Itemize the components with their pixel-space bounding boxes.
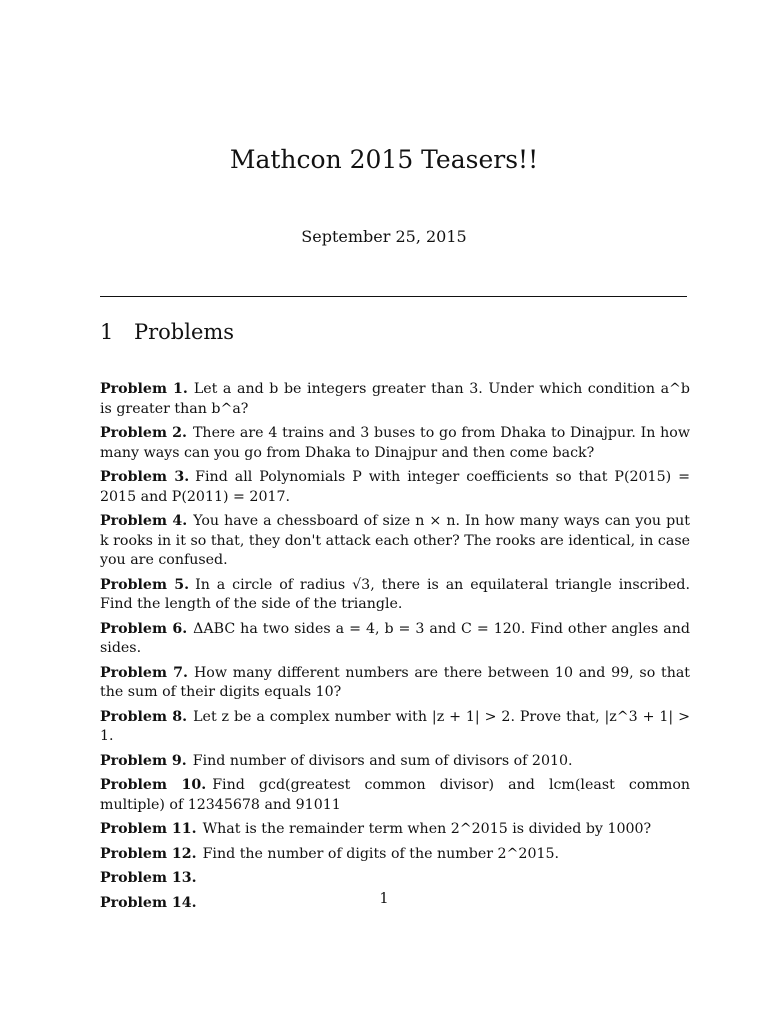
problem-text: There are 4 trains and 3 buses to go from Dhaka to Dinajpur. In how many ways can you go from Dhaka to Dinajpur and then come back? (100, 425, 690, 461)
document-date: September 25, 2015 (301, 227, 467, 246)
problem-label: Problem 2. (100, 425, 187, 441)
problem-3 (100, 468, 690, 507)
problem-text: ΔABC ha two sides a = 4, b = 3 and C = 120. Find other angles and sides. (100, 620, 690, 656)
problem-label: Problem 10. (100, 777, 207, 793)
problem-5 (100, 576, 690, 615)
problem-4 (100, 512, 690, 571)
problem-label: Problem 4. (100, 513, 188, 529)
problem-text: Find the number of digits of the number 2^2015. (202, 845, 560, 862)
problem-text: What is the remainder term when 2^2015 is divided by 1000? (202, 821, 652, 837)
problem-text: Find all Polynomials P with integer coefficients so that P(2015) = 2015 and P(2011) = 2017. (100, 469, 690, 505)
problem-label: Problem 9. (100, 752, 187, 769)
problem-label: Problem 12. (100, 845, 197, 862)
document-title: Mathcon 2015 Teasers!! (229, 145, 539, 174)
section-number: 1 (100, 320, 114, 344)
horizontal-rule (100, 296, 687, 297)
problem-11 (100, 820, 690, 840)
problem-text: Let z be a complex number with |z + 1| > 2. Prove that, |z^3 + 1| > 1. (100, 708, 690, 744)
problem-6 (100, 620, 690, 659)
problem-text: Find number of divisors and sum of divisors of 2010. (192, 752, 573, 769)
section-title: Problems (134, 320, 235, 344)
problem-1 (100, 380, 690, 419)
problem-text: How many different numbers are there between 10 and 99, so that the sum of their digits equals 10? (100, 664, 690, 700)
problem-label: Problem 11. (100, 821, 197, 837)
problem-12 (100, 845, 690, 865)
problem-label: Problem 13. (100, 870, 197, 886)
problem-2 (100, 424, 690, 463)
problem-10 (100, 776, 690, 815)
problem-label: Problem 3. (100, 469, 190, 485)
problem-label: Problem 14. (100, 894, 197, 911)
problem-label: Problem 8. (100, 708, 188, 725)
problem-label: Problem 6. (100, 620, 188, 637)
problem-text: In a circle of radius √3, there is an equilateral triangle inscribed. Find the length of the side of the triangle. (100, 576, 690, 612)
problem-label: Problem 7. (100, 664, 188, 681)
problem-text: You have a chessboard of size n × n. In how many ways can you put k rooks in it so that, they don't attack each other? The rooks are identical, in case you are confused. (100, 513, 690, 568)
problem-7 (100, 664, 690, 703)
section-heading (100, 318, 234, 346)
problem-8 (100, 708, 690, 747)
problem-text: Let a and b be integers greater than 3. Under which condition a^b is greater than b^a? (100, 381, 690, 417)
problem-list (100, 380, 690, 918)
problem-13 (100, 869, 690, 889)
problem-label: Problem 1. (100, 381, 188, 397)
problem-text: Find gcd(greatest common divisor) and lcm(least common multiple) of 12345678 and 91011 (100, 777, 690, 813)
problem-label: Problem 5. (100, 576, 190, 593)
problem-9 (100, 752, 690, 772)
page-number: 1 (379, 891, 389, 907)
